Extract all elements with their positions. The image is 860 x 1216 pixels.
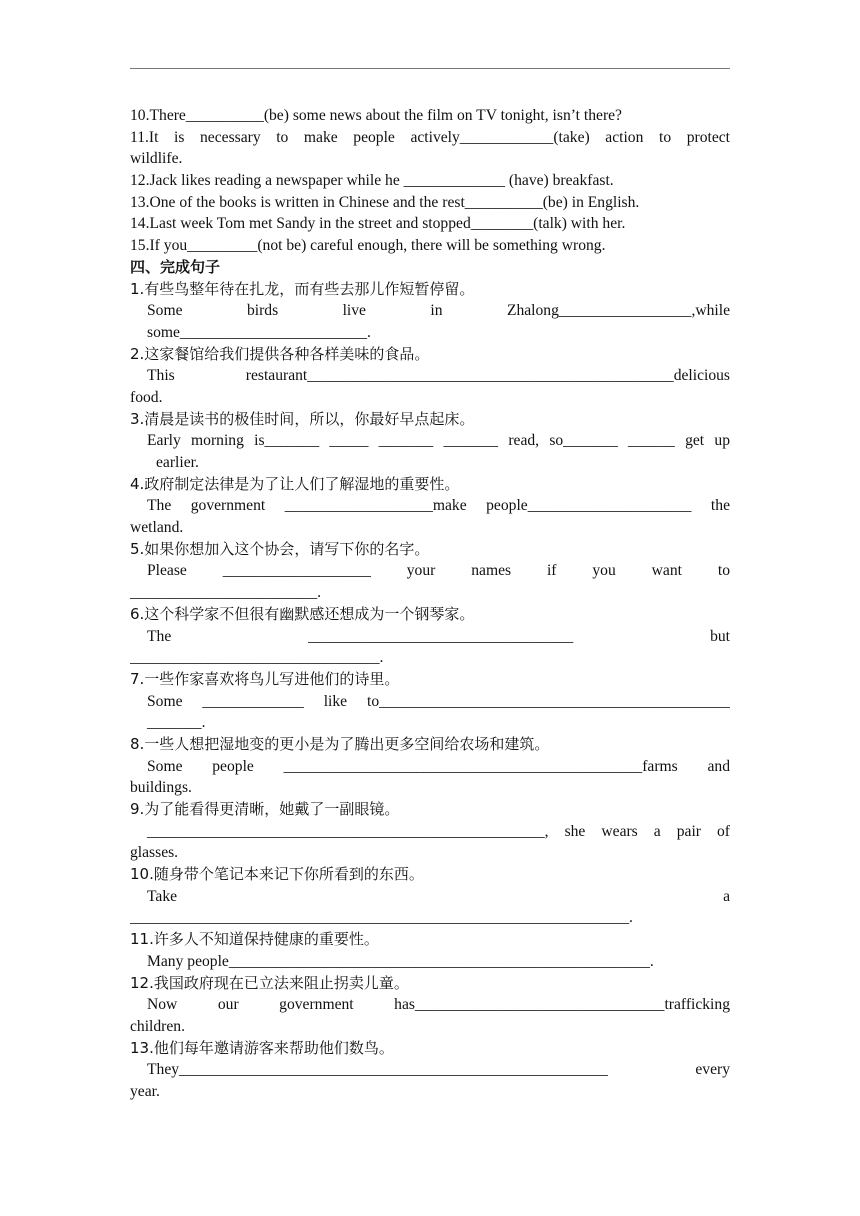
exercise-line: ________________________________. bbox=[130, 649, 384, 667]
exercise-line: buildings. bbox=[130, 779, 192, 797]
exercise-line: ___________________________________________________, she wears a pair of bbox=[147, 822, 730, 840]
exercise-line: This restaurant_______________________________________________delicious bbox=[147, 367, 730, 385]
chinese-prompt: 6.这个科学家不但很有幽默感还想成为一个钢琴家。 bbox=[130, 604, 475, 623]
exercise-line: glasses. bbox=[130, 844, 179, 862]
worksheet-body bbox=[130, 105, 730, 1103]
exercise-line: earlier. bbox=[156, 454, 199, 471]
exercise-line: year. bbox=[130, 1082, 160, 1100]
exercise-line: Many people______________________________________________________. bbox=[147, 952, 654, 970]
exercise-line: _______. bbox=[147, 714, 206, 732]
chinese-prompt: 9.为了能看得更清晰，她戴了一副眼镜。 bbox=[130, 800, 400, 818]
exercise-line: 14.Last week Tom met Sandy in the street and stopped________(talk) with her. bbox=[130, 215, 626, 233]
chinese-prompt: 7.一些作家喜欢将鸟儿写进他们的诗里。 bbox=[130, 669, 400, 688]
exercise-line: 12.Jack likes reading a newspaper while he _____________ (have) breakfast. bbox=[130, 172, 614, 190]
chinese-prompt: 11.许多人不知道保持健康的重要性。 bbox=[130, 930, 379, 949]
chinese-prompt: 4.政府制定法律是为了让人们了解湿地的重要性。 bbox=[130, 474, 460, 493]
chinese-prompt: 8.一些人想把湿地变的更小是为了腾出更多空间给农场和建筑。 bbox=[130, 734, 550, 753]
exercise-line: some________________________. bbox=[147, 323, 371, 341]
exercise-line: ________________________________________________________________. bbox=[130, 909, 633, 927]
exercise-line: wildlife. bbox=[130, 150, 183, 168]
chinese-prompt: 12.我国政府现在已立法来阻止拐卖儿童。 bbox=[130, 973, 409, 992]
exercise-line: Some people ______________________________________________farms and bbox=[147, 757, 730, 775]
section-heading: 四、完成句子 bbox=[130, 257, 221, 276]
exercise-line: 13.One of the books is written in Chinese and the rest__________(be) in English. bbox=[130, 193, 640, 211]
exercise-line: The __________________________________ but bbox=[147, 627, 730, 645]
exercise-line: Take a bbox=[147, 887, 730, 905]
chinese-prompt: 5.如果你想加入这个协会，请写下你的名字。 bbox=[130, 539, 430, 558]
chinese-prompt: 3.清晨是读书的极佳时间，所以，你最好早点起床。 bbox=[130, 409, 475, 428]
chinese-prompt: 13.他们每年邀请游客来帮助他们数鸟。 bbox=[130, 1038, 394, 1057]
exercise-line: The government ___________________make people_____________________ the bbox=[147, 497, 730, 515]
exercise-line: 15.If you_________(not be) careful enough, there will be something wrong. bbox=[130, 237, 606, 255]
chinese-prompt: 1.有些鸟整年待在扎龙，而有些去那儿作短暂停留。 bbox=[130, 279, 475, 298]
exercise-line: 10.There__________(be) some news about the film on TV tonight, isn’t there? bbox=[130, 107, 622, 124]
exercise-line: Now our government has________________________________trafficking bbox=[147, 996, 730, 1014]
chinese-prompt: 10.随身带个笔记本来记下你所看到的东西。 bbox=[130, 865, 424, 884]
exercise-line: Some _____________ like to_____________________________________________ bbox=[147, 692, 730, 710]
exercise-line: Please ___________________ your names if you want to bbox=[147, 562, 730, 580]
exercise-line: wetland. bbox=[130, 519, 184, 537]
exercise-line: 11.It is necessary to make people actively____________(take) action to protect bbox=[130, 128, 730, 146]
exercise-line: They_______________________________________________________ every bbox=[147, 1061, 730, 1079]
header-rule bbox=[130, 68, 730, 69]
exercise-line: ________________________. bbox=[130, 584, 322, 602]
exercise-line: food. bbox=[130, 388, 163, 406]
exercise-line: children. bbox=[130, 1017, 185, 1035]
exercise-line: Early morning is_______ _____ _______ _______ read, so_______ ______ get up bbox=[147, 432, 730, 450]
chinese-prompt: 2.这家餐馆给我们提供各种各样美味的食品。 bbox=[130, 344, 430, 363]
exercise-line: Some birds live in Zhalong_________________,while bbox=[147, 302, 730, 320]
